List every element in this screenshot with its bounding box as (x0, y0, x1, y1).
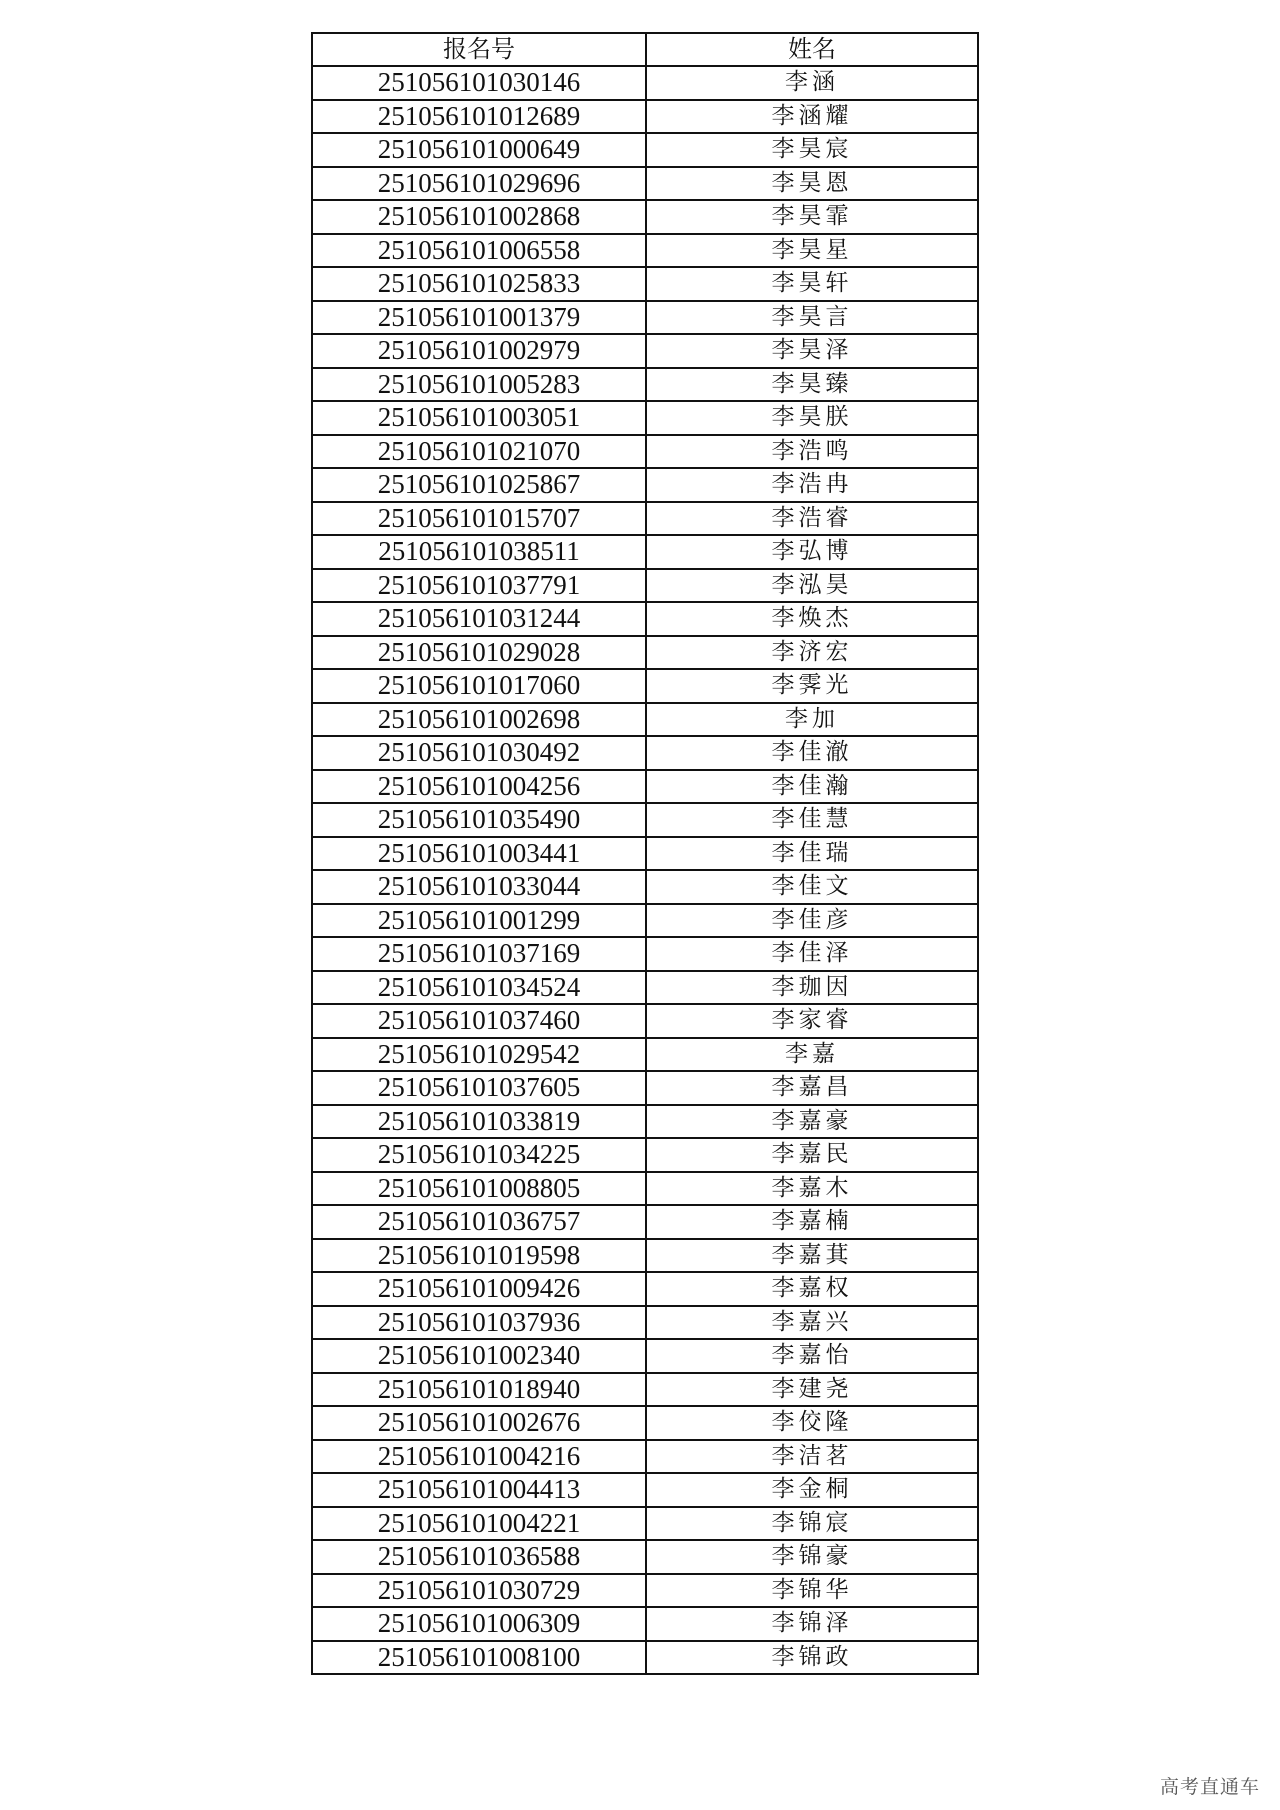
table-row (312, 1172, 978, 1206)
watermark-text: 高考直通车 (1159, 1776, 1260, 1798)
registration-number-cell: 251056101036588 (312, 1540, 646, 1574)
table-row (312, 971, 978, 1005)
table-row (312, 301, 978, 335)
registration-number-cell: 251056101002698 (312, 703, 646, 737)
name-cell: 李涵 (646, 66, 978, 100)
registration-number-cell: 251056101030492 (312, 736, 646, 770)
registration-number-cell: 251056101034524 (312, 971, 646, 1005)
name-cell: 李焕杰 (646, 602, 978, 636)
table-row (312, 937, 978, 971)
table-row (312, 1507, 978, 1541)
registration-number-cell: 251056101012689 (312, 100, 646, 134)
name-cell: 李昊泽 (646, 334, 978, 368)
table-row (312, 837, 978, 871)
table-row (312, 1138, 978, 1172)
name-cell: 李嘉兴 (646, 1306, 978, 1340)
registration-number-cell: 251056101031244 (312, 602, 646, 636)
table-row (312, 1239, 978, 1273)
table-row (312, 401, 978, 435)
registration-number-cell: 251056101030146 (312, 66, 646, 100)
table-row (312, 468, 978, 502)
roster-table (311, 32, 979, 1675)
table-row (312, 736, 978, 770)
registration-number-cell: 251056101035490 (312, 803, 646, 837)
registration-number-cell: 251056101002979 (312, 334, 646, 368)
table-row (312, 167, 978, 201)
name-cell: 李弘博 (646, 535, 978, 569)
registration-number-cell: 251056101029696 (312, 167, 646, 201)
registration-number-cell: 251056101003051 (312, 401, 646, 435)
table-row (312, 904, 978, 938)
name-cell: 李浩冉 (646, 468, 978, 502)
registration-number-cell: 251056101029028 (312, 636, 646, 670)
name-cell: 李建尧 (646, 1373, 978, 1407)
table-row (312, 1473, 978, 1507)
registration-number-cell: 251056101005283 (312, 368, 646, 402)
registration-number-cell: 251056101008100 (312, 1641, 646, 1675)
registration-number-cell: 251056101037936 (312, 1306, 646, 1340)
name-cell: 李锦宸 (646, 1507, 978, 1541)
name-cell: 李嘉昌 (646, 1071, 978, 1105)
registration-number-cell: 251056101037169 (312, 937, 646, 971)
registration-number-cell: 251056101002868 (312, 200, 646, 234)
registration-number-cell: 251056101029542 (312, 1038, 646, 1072)
name-cell: 李锦华 (646, 1574, 978, 1608)
table-row (312, 669, 978, 703)
table-row (312, 1607, 978, 1641)
table-row (312, 502, 978, 536)
table-row (312, 770, 978, 804)
header-registration-number: 报名号 (312, 33, 646, 66)
name-cell: 李涵耀 (646, 100, 978, 134)
registration-number-cell: 251056101009426 (312, 1272, 646, 1306)
table-row (312, 1004, 978, 1038)
registration-number-cell: 251056101034225 (312, 1138, 646, 1172)
table-row (312, 133, 978, 167)
table-body (312, 66, 978, 1674)
table-row (312, 1339, 978, 1373)
name-cell: 李佳泽 (646, 937, 978, 971)
name-cell: 李昊霏 (646, 200, 978, 234)
registration-number-cell: 251056101030729 (312, 1574, 646, 1608)
registration-number-cell: 251056101008805 (312, 1172, 646, 1206)
registration-number-cell: 251056101033044 (312, 870, 646, 904)
registration-number-cell: 251056101000649 (312, 133, 646, 167)
table-row (312, 200, 978, 234)
table-row (312, 1306, 978, 1340)
name-cell: 李昊星 (646, 234, 978, 268)
table-row (312, 1406, 978, 1440)
table-row (312, 602, 978, 636)
name-cell: 李昊恩 (646, 167, 978, 201)
table-row (312, 569, 978, 603)
table-row (312, 334, 978, 368)
table-row (312, 1272, 978, 1306)
name-cell: 李佳瑞 (646, 837, 978, 871)
table-row (312, 1440, 978, 1474)
table-header (312, 33, 978, 66)
table-row (312, 1038, 978, 1072)
table-row (312, 1205, 978, 1239)
registration-number-cell: 251056101001299 (312, 904, 646, 938)
header-row (312, 33, 978, 66)
table-row (312, 1071, 978, 1105)
registration-number-cell: 251056101018940 (312, 1373, 646, 1407)
header-name: 姓名 (646, 33, 978, 66)
registration-number-cell: 251056101037605 (312, 1071, 646, 1105)
name-cell: 李霁光 (646, 669, 978, 703)
registration-number-cell: 251056101038511 (312, 535, 646, 569)
registration-number-cell: 251056101001379 (312, 301, 646, 335)
name-cell: 李昊轩 (646, 267, 978, 301)
table-row (312, 100, 978, 134)
name-cell: 李浩睿 (646, 502, 978, 536)
name-cell: 李浩鸣 (646, 435, 978, 469)
registration-number-cell: 251056101019598 (312, 1239, 646, 1273)
name-cell: 李嘉木 (646, 1172, 978, 1206)
name-cell: 李昊朕 (646, 401, 978, 435)
table-row (312, 870, 978, 904)
registration-number-cell: 251056101006558 (312, 234, 646, 268)
registration-number-cell: 251056101037460 (312, 1004, 646, 1038)
registration-number-cell: 251056101002340 (312, 1339, 646, 1373)
name-cell: 李洁茗 (646, 1440, 978, 1474)
registration-number-cell: 251056101021070 (312, 435, 646, 469)
table-row (312, 535, 978, 569)
name-cell: 李嘉 (646, 1038, 978, 1072)
name-cell: 李加 (646, 703, 978, 737)
name-cell: 李佳彦 (646, 904, 978, 938)
table-row (312, 66, 978, 100)
name-cell: 李锦泽 (646, 1607, 978, 1641)
name-cell: 李佼隆 (646, 1406, 978, 1440)
table-row (312, 1540, 978, 1574)
table-row (312, 803, 978, 837)
table-row (312, 1373, 978, 1407)
table-row (312, 368, 978, 402)
name-cell: 李昊宸 (646, 133, 978, 167)
registration-number-cell: 251056101025833 (312, 267, 646, 301)
registration-number-cell: 251056101004221 (312, 1507, 646, 1541)
name-cell: 李金桐 (646, 1473, 978, 1507)
registration-number-cell: 251056101033819 (312, 1105, 646, 1139)
registration-number-cell: 251056101025867 (312, 468, 646, 502)
table-row (312, 1641, 978, 1675)
name-cell: 李昊言 (646, 301, 978, 335)
registration-number-cell: 251056101004256 (312, 770, 646, 804)
table-row (312, 1105, 978, 1139)
registration-number-cell: 251056101006309 (312, 1607, 646, 1641)
name-cell: 李锦豪 (646, 1540, 978, 1574)
registration-number-cell: 251056101002676 (312, 1406, 646, 1440)
name-cell: 李嘉民 (646, 1138, 978, 1172)
name-cell: 李锦政 (646, 1641, 978, 1675)
name-cell: 李泓昊 (646, 569, 978, 603)
table-row (312, 435, 978, 469)
name-cell: 李家睿 (646, 1004, 978, 1038)
name-cell: 李济宏 (646, 636, 978, 670)
name-cell: 李佳瀚 (646, 770, 978, 804)
registration-number-cell: 251056101017060 (312, 669, 646, 703)
registration-number-cell: 251056101037791 (312, 569, 646, 603)
registration-number-cell: 251056101004413 (312, 1473, 646, 1507)
table-row (312, 1574, 978, 1608)
table-row (312, 234, 978, 268)
name-cell: 李佳澈 (646, 736, 978, 770)
name-cell: 李珈因 (646, 971, 978, 1005)
name-cell: 李嘉权 (646, 1272, 978, 1306)
table-row (312, 703, 978, 737)
name-cell: 李昊臻 (646, 368, 978, 402)
registration-number-cell: 251056101036757 (312, 1205, 646, 1239)
name-cell: 李嘉楠 (646, 1205, 978, 1239)
name-cell: 李佳慧 (646, 803, 978, 837)
registration-number-cell: 251056101015707 (312, 502, 646, 536)
name-cell: 李嘉怡 (646, 1339, 978, 1373)
registration-number-cell: 251056101004216 (312, 1440, 646, 1474)
table-row (312, 636, 978, 670)
name-cell: 李佳文 (646, 870, 978, 904)
table-row (312, 267, 978, 301)
registration-number-cell: 251056101003441 (312, 837, 646, 871)
name-cell: 李嘉萁 (646, 1239, 978, 1273)
name-cell: 李嘉豪 (646, 1105, 978, 1139)
